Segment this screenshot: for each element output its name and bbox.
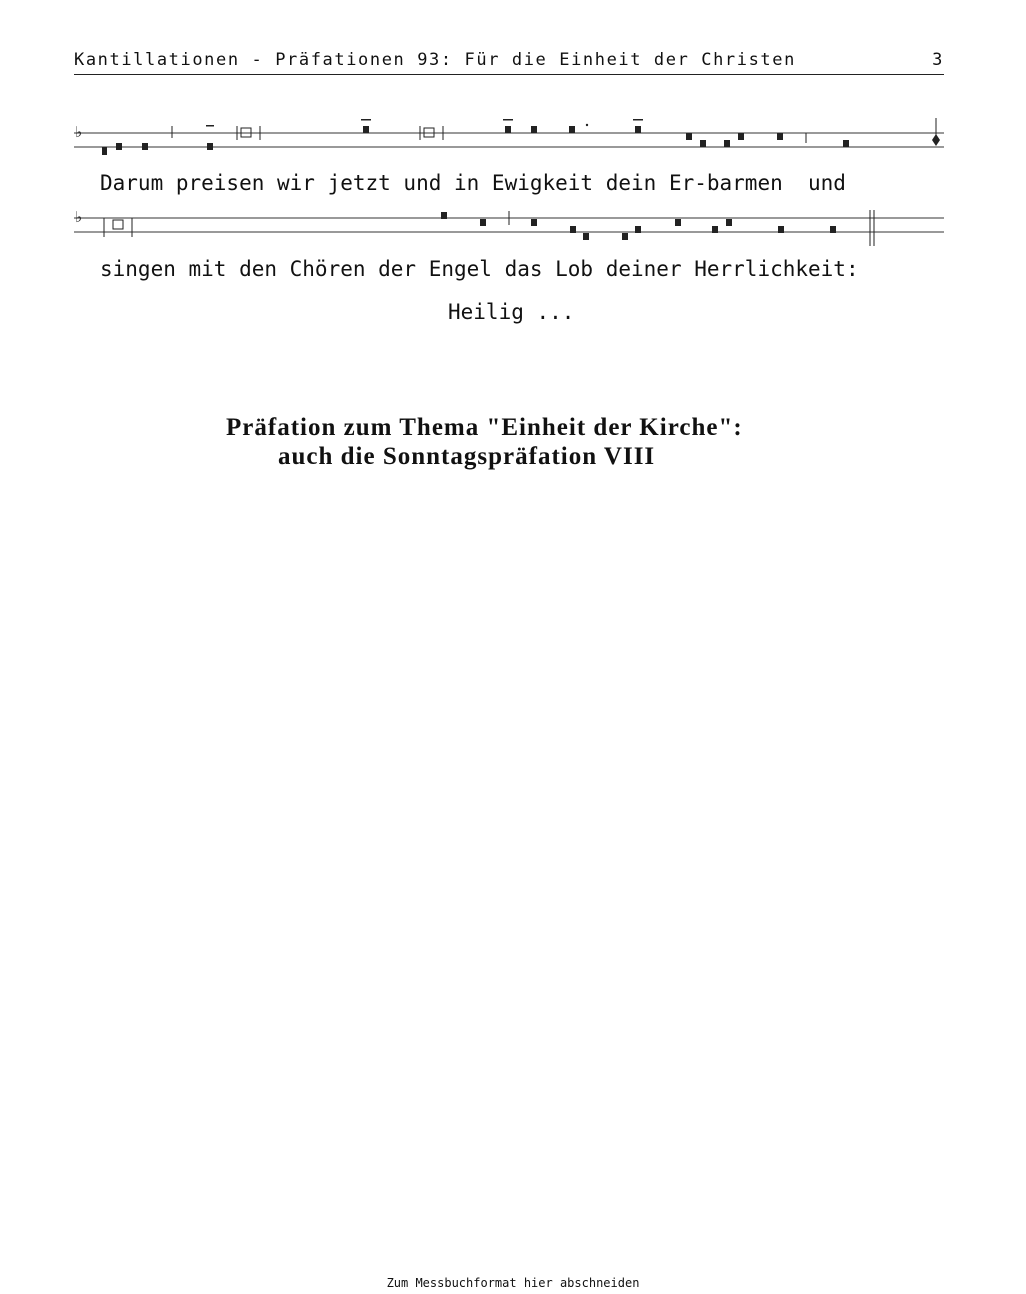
chant-staff-1 [0,116,1026,156]
page-header [74,50,944,75]
chant-staff-2 [0,207,1026,247]
flat-sign: ♭ [75,123,83,141]
neume-group-1 [102,118,940,155]
lyric-line-1: Darum preisen wir jetzt und in Ewigkeit dein Er-barmen und [100,171,846,195]
section-heading-line-2: auch die Sonntagspräfation VIII [278,443,656,470]
neume-group-2 [104,210,874,246]
chant-ending: Heilig ... [448,300,575,324]
lyric-line-2: singen mit den Chören der Engel das Lob deiner Herrlichkeit: [100,257,859,281]
page-number: 3 [932,50,944,70]
cut-note: Zum Messbuchformat hier abschneiden [386,1276,640,1290]
header-title: Kantillationen - Präfationen 93: Für die Einheit der Christen [74,50,796,70]
section-heading-line-1: Präfation zum Thema "Einheit der Kirche": [226,414,743,441]
flat-sign: ♭ [75,208,83,226]
